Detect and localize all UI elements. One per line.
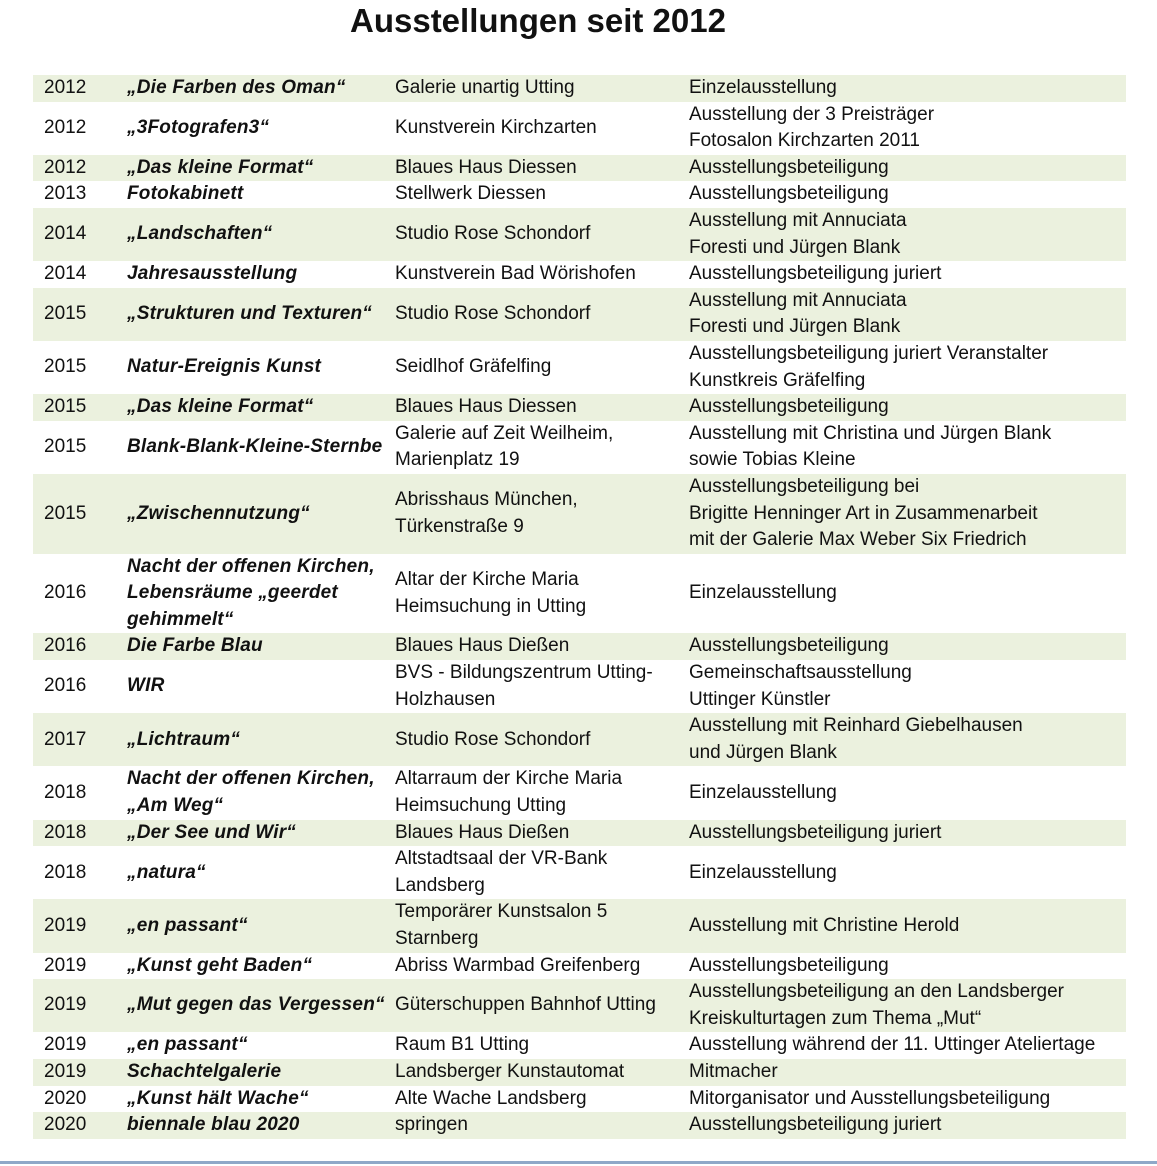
table-row — [33, 155, 1126, 182]
venue — [395, 846, 689, 899]
table-row — [33, 899, 1126, 952]
exhibition-title — [127, 261, 395, 288]
venue-line: BVS - Bildungszentrum Utting- — [395, 662, 653, 684]
exhibition-title-line: „3Fotografen3“ — [127, 116, 270, 138]
exhibition-type-line: Ausstellungsbeteiligung — [689, 954, 889, 976]
exhibition-type-line: Fotosalon Kirchzarten 2011 — [689, 130, 920, 152]
exhibition-type-line: Ausstellung mit Annuciata — [689, 289, 907, 311]
exhibition-type-line: Einzelausstellung — [689, 861, 837, 883]
exhibition-title — [127, 474, 395, 554]
venue-line: Studio Rose Schondorf — [395, 303, 591, 325]
exhibition-title — [127, 102, 395, 155]
venue-line: Landsberger Kunstautomat — [395, 1060, 625, 1082]
exhibition-type — [689, 820, 1126, 847]
venue-line: Studio Rose Schondorf — [395, 223, 591, 245]
exhibition-title-line: „Am Weg“ — [127, 795, 224, 817]
venue — [395, 181, 689, 208]
exhibition-type-line: Mitmacher — [689, 1060, 778, 1082]
table-row — [33, 1112, 1126, 1139]
exhibition-type-line: Ausstellung mit Christina und Jürgen Blank — [689, 422, 1052, 444]
venue-line: Galerie unartig Utting — [395, 77, 575, 98]
exhibition-title-line: „natura“ — [127, 861, 206, 883]
exhibition-type — [689, 633, 1126, 660]
exhibition-type-line: Uttinger Künstler — [689, 688, 831, 710]
exhibition-type-line: Ausstellungsbeteiligung bei — [689, 475, 920, 497]
exhibition-type — [689, 979, 1126, 1032]
year-cell: 2019 — [33, 899, 127, 952]
table-row — [33, 288, 1126, 341]
exhibition-title — [127, 554, 395, 634]
exhibition-type — [689, 261, 1126, 288]
venue-line: Seidlhof Gräfelfing — [395, 356, 552, 378]
exhibition-type-line: Ausstellungsbeteiligung — [689, 183, 889, 205]
venue — [395, 1059, 689, 1086]
exhibition-title-line: WIR — [127, 675, 165, 697]
table-row — [33, 474, 1126, 554]
exhibition-type — [689, 394, 1126, 421]
year-cell: 2015 — [33, 474, 127, 554]
venue-line: Raum B1 Utting — [395, 1034, 530, 1056]
exhibition-title-line: Schachtelgalerie — [127, 1060, 282, 1082]
year-cell: 2016 — [44, 675, 87, 697]
table-row — [33, 846, 1126, 899]
year-cell: 2016 — [44, 582, 87, 604]
year-cell: 2018 — [33, 820, 127, 847]
exhibition-title-line: „Mut gegen das Vergessen“ — [127, 994, 385, 1016]
table-row — [33, 953, 1126, 980]
exhibition-title-line: Lebensräume „geerdet — [127, 582, 338, 604]
venue-line: Heimsuchung Utting — [395, 795, 567, 817]
exhibition-type — [689, 288, 1126, 341]
exhibition-type-line: Ausstellungsbeteiligung an den Landsberger — [689, 981, 1064, 1003]
venue — [395, 554, 689, 634]
exhibition-title — [127, 1086, 395, 1113]
year-cell: 2012 — [44, 116, 87, 138]
exhibition-type-line: mit der Galerie Max Weber Six Friedrich — [689, 529, 1027, 551]
exhibition-title-line: „Das kleine Format“ — [127, 156, 314, 178]
exhibition-type — [689, 713, 1126, 766]
year-cell: 2015 — [33, 288, 127, 341]
exhibition-title — [127, 341, 395, 394]
exhibition-title — [127, 1059, 395, 1086]
year-cell: 2015 — [44, 436, 87, 458]
exhibition-title — [127, 181, 395, 208]
exhibition-type-line: Ausstellung mit Annuciata — [689, 209, 907, 231]
venue — [395, 766, 689, 819]
year-cell: 2019 — [33, 979, 127, 1032]
exhibition-type — [689, 554, 1126, 634]
venue — [395, 261, 689, 288]
exhibition-type — [689, 766, 1126, 819]
table-row — [33, 1059, 1126, 1086]
exhibition-type — [689, 1112, 1126, 1139]
exhibition-title — [127, 208, 395, 261]
table-row — [33, 766, 1126, 819]
venue-line: springen — [395, 1114, 468, 1136]
exhibition-title-line: „Kunst geht Baden“ — [127, 954, 313, 976]
venue-line: Türkenstraße 9 — [395, 515, 524, 537]
exhibition-title-line: „Lichtraum“ — [127, 728, 241, 750]
venue-line: Galerie auf Zeit Weilheim, — [395, 422, 614, 444]
venue — [395, 1032, 689, 1059]
venue-line: Altarraum der Kirche Maria — [395, 768, 623, 790]
exhibition-title-line: Jahresausstellung — [127, 263, 298, 285]
exhibition-title-line: „Die Farben des Oman“ — [127, 77, 346, 98]
exhibition-title — [127, 846, 395, 899]
exhibition-type-line: Ausstellungsbeteiligung — [689, 156, 889, 178]
exhibition-type — [689, 155, 1126, 182]
year-cell: 2019 — [44, 1034, 87, 1056]
venue-line: Landsberg — [395, 874, 485, 896]
exhibition-title — [127, 979, 395, 1032]
exhibition-type — [689, 1086, 1126, 1113]
table-row — [33, 75, 1126, 102]
exhibition-type-line: Ausstellung der 3 Preisträger — [689, 103, 935, 125]
exhibition-title — [127, 899, 395, 952]
exhibition-type-line: Ausstellungsbeteiligung — [689, 635, 889, 657]
venue-line: Marienplatz 19 — [395, 449, 520, 471]
exhibition-title — [127, 394, 395, 421]
exhibition-type-line: und Jürgen Blank — [689, 741, 837, 763]
exhibition-title-line: Nacht der offenen Kirchen, — [127, 555, 375, 577]
year-cell: 2014 — [44, 263, 87, 285]
table-row — [33, 820, 1126, 847]
venue — [395, 633, 689, 660]
venue — [395, 75, 689, 102]
bottom-divider — [0, 1161, 1157, 1164]
exhibition-title-line: Blank-Blank-Kleine-Sternbe — [127, 436, 383, 458]
page-title: Ausstellungen seit 2012 — [350, 2, 726, 39]
venue-line: Blaues Haus Diessen — [395, 396, 577, 418]
year-cell: 2015 — [44, 356, 87, 378]
table-row — [33, 554, 1126, 634]
exhibition-type — [689, 660, 1126, 713]
venue-line: Kunstverein Bad Wörishofen — [395, 263, 636, 285]
exhibition-type — [689, 1032, 1126, 1059]
year-cell: 2013 — [44, 183, 87, 205]
year-cell: 2018 — [44, 861, 87, 883]
exhibition-title-line: „Kunst hält Wache“ — [127, 1087, 309, 1109]
exhibition-type-line: Ausstellungsbeteiligung juriert — [689, 263, 942, 285]
exhibition-title — [127, 288, 395, 341]
venue-line: Abriss Warmbad Greifenberg — [395, 954, 641, 976]
exhibition-title — [127, 953, 395, 980]
exhibition-type-line: Ausstellungsbeteiligung — [689, 396, 889, 418]
exhibition-type-line: Kreiskulturtagen zum Thema „Mut“ — [689, 1007, 982, 1029]
exhibition-title-line: Natur-Ereignis Kunst — [127, 356, 322, 378]
exhibition-title-line: „Strukturen und Texturen“ — [127, 303, 372, 325]
venue — [395, 341, 689, 394]
exhibitions-table — [33, 75, 1126, 1139]
exhibition-title-line: Fotokabinett — [127, 183, 244, 205]
year-cell: 2020 — [44, 1087, 87, 1109]
table-row — [33, 1086, 1126, 1113]
exhibition-title — [127, 75, 395, 102]
venue-line: Blaues Haus Dießen — [395, 635, 570, 657]
exhibition-type — [689, 1059, 1126, 1086]
exhibition-type-line: Brigitte Henninger Art in Zusammenarbeit — [689, 502, 1038, 524]
venue — [395, 713, 689, 766]
table-row — [33, 181, 1126, 208]
exhibition-title — [127, 660, 395, 713]
venue — [395, 208, 689, 261]
table-row — [33, 208, 1126, 261]
year-cell: 2020 — [33, 1112, 127, 1139]
exhibition-type-line: Gemeinschaftsausstellung — [689, 662, 912, 684]
exhibition-title-line: „Der See und Wir“ — [127, 821, 296, 843]
venue-line: Temporärer Kunstsalon 5 — [395, 901, 608, 923]
year-cell: 2015 — [33, 394, 127, 421]
venue-line: Blaues Haus Diessen — [395, 156, 577, 178]
exhibition-type-line: Foresti und Jürgen Blank — [689, 236, 901, 258]
venue-line: Starnberg — [395, 928, 479, 949]
venue-line: Alte Wache Landsberg — [395, 1087, 587, 1109]
exhibition-title — [127, 155, 395, 182]
table-row — [33, 421, 1126, 474]
exhibition-type-line: Ausstellung mit Reinhard Giebelhausen — [689, 715, 1023, 737]
venue — [395, 155, 689, 182]
exhibition-title-line: biennale blau 2020 — [127, 1114, 300, 1136]
exhibition-title-line: „en passant“ — [127, 914, 248, 936]
exhibition-title — [127, 713, 395, 766]
exhibition-type-line: Foresti und Jürgen Blank — [689, 316, 901, 338]
exhibition-type — [689, 208, 1126, 261]
year-cell: 2019 — [33, 1059, 127, 1086]
year-cell: 2014 — [33, 208, 127, 261]
exhibition-title-line: gehimmelt“ — [127, 608, 234, 630]
table-row — [33, 660, 1126, 713]
exhibition-type — [689, 181, 1126, 208]
exhibition-type-line: Ausstellungsbeteiligung juriert Veranstalter — [689, 342, 1049, 364]
exhibition-type-line: Einzelausstellung — [689, 77, 837, 98]
exhibition-type — [689, 899, 1126, 952]
exhibition-type-line: Kunstkreis Gräfelfing — [689, 369, 866, 391]
venue — [395, 102, 689, 155]
venue — [395, 660, 689, 713]
year-cell: 2012 — [33, 155, 127, 182]
venue — [395, 288, 689, 341]
exhibition-type — [689, 341, 1126, 394]
table-row — [33, 102, 1126, 155]
venue — [395, 899, 689, 952]
table-row — [33, 1032, 1126, 1059]
venue — [395, 474, 689, 554]
exhibition-type-line: Einzelausstellung — [689, 582, 837, 604]
exhibition-type — [689, 421, 1126, 474]
exhibition-type-line: Ausstellungsbeteiligung juriert — [689, 1114, 942, 1136]
exhibition-title — [127, 766, 395, 819]
table-row — [33, 713, 1126, 766]
exhibition-title-line: „Landschaften“ — [127, 223, 273, 245]
year-cell: 2019 — [44, 954, 87, 976]
table-row — [33, 394, 1126, 421]
year-cell: 2016 — [33, 633, 127, 660]
exhibition-title-line: „Zwischennutzung“ — [127, 502, 310, 524]
venue-line: Altar der Kirche Maria — [395, 568, 579, 590]
venue — [395, 1086, 689, 1113]
venue — [395, 953, 689, 980]
venue-line: Abrisshaus München, — [395, 489, 578, 511]
year-cell: 2017 — [33, 713, 127, 766]
venue-line: Holzhausen — [395, 688, 496, 710]
venue-line: Güterschuppen Bahnhof Utting — [395, 994, 656, 1016]
venue-line: Studio Rose Schondorf — [395, 728, 591, 750]
venue — [395, 394, 689, 421]
table-row — [33, 341, 1126, 394]
exhibition-type-line: Ausstellungsbeteiligung juriert — [689, 821, 942, 843]
exhibition-type — [689, 953, 1126, 980]
year-cell: 2018 — [44, 781, 87, 803]
exhibition-type-line: Ausstellung mit Christine Herold — [689, 914, 960, 936]
table-row — [33, 633, 1126, 660]
year-cell: 2012 — [33, 75, 127, 102]
venue-line: Blaues Haus Dießen — [395, 821, 570, 843]
exhibition-type-line: Mitorganisator und Ausstellungsbeteiligung — [689, 1087, 1051, 1109]
exhibition-type — [689, 474, 1126, 554]
venue — [395, 979, 689, 1032]
exhibition-type — [689, 75, 1126, 102]
table-row — [33, 979, 1126, 1032]
venue-line: Heimsuchung in Utting — [395, 595, 587, 617]
exhibition-title-line: Die Farbe Blau — [127, 635, 263, 657]
table-row — [33, 261, 1126, 288]
venue-line: Altstadtsaal der VR-Bank — [395, 848, 608, 870]
exhibition-title — [127, 421, 395, 474]
exhibition-type-line: sowie Tobias Kleine — [689, 449, 856, 471]
exhibition-type — [689, 102, 1126, 155]
venue — [395, 1112, 689, 1139]
exhibition-title — [127, 820, 395, 847]
venue — [395, 421, 689, 474]
exhibition-title-line: „en passant“ — [127, 1034, 248, 1056]
exhibition-type-line: Einzelausstellung — [689, 781, 837, 803]
venue — [395, 820, 689, 847]
exhibition-type — [689, 846, 1126, 899]
venue-line: Stellwerk Diessen — [395, 183, 546, 205]
exhibition-title — [127, 1032, 395, 1059]
venue-line: Kunstverein Kirchzarten — [395, 116, 597, 138]
exhibition-title — [127, 633, 395, 660]
exhibition-type-line: Ausstellung während der 11. Uttinger Ateliertage — [689, 1034, 1096, 1056]
exhibition-title — [127, 1112, 395, 1139]
exhibition-title-line: „Das kleine Format“ — [127, 396, 314, 418]
exhibition-title-line: Nacht der offenen Kirchen, — [127, 768, 375, 790]
